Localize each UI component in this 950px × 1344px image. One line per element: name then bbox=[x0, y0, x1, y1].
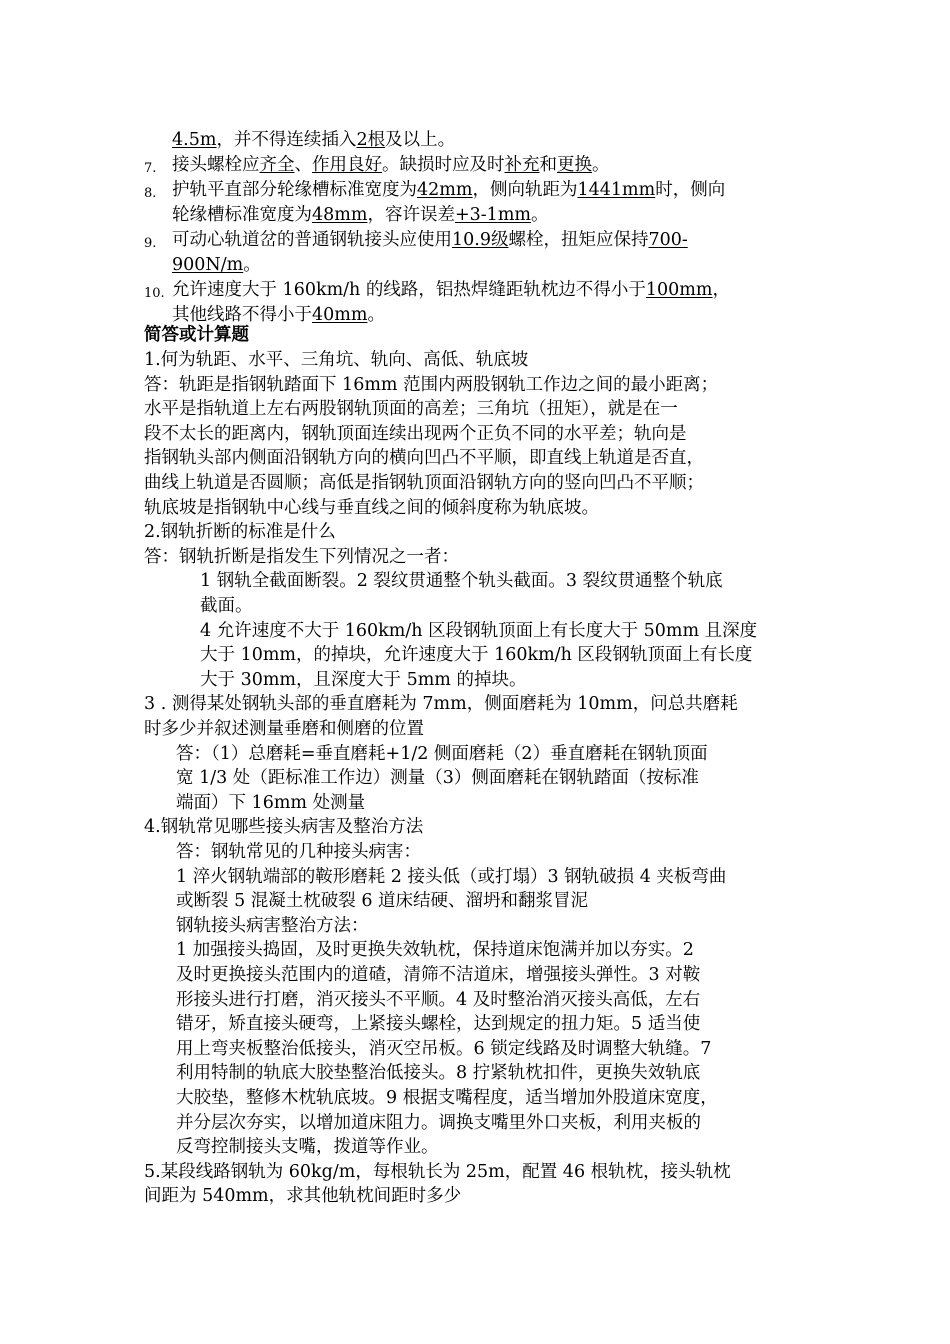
fill-line bbox=[172, 178, 725, 203]
text-segment: 。 bbox=[531, 205, 549, 225]
answer-blank: 2根 bbox=[356, 130, 386, 150]
text-segment: 可动心轨道岔的普通钢轨接头应使用 bbox=[172, 230, 452, 250]
text-line: 答：轨距是指钢轨踏面下 16mm 范围内两股钢轨工作边之间的最小距离； bbox=[144, 374, 719, 395]
text-segment: 。 bbox=[367, 305, 385, 325]
text-line: 1.何为轨距、水平、三角坑、轨向、高低、轨底坡 bbox=[144, 350, 529, 370]
text-line: 截面。 bbox=[200, 596, 253, 616]
fill-line bbox=[172, 253, 261, 278]
text-line: 形接头进行打磨，消灭接头不平顺。4 及时整治消灭接头高低，左右 bbox=[176, 989, 701, 1010]
text-line: 利用特制的轨底大胶垫整治低接头。8 拧紧轨枕扣件，更换失效轨底 bbox=[176, 1063, 701, 1084]
answer-blank: 更换 bbox=[557, 155, 592, 175]
text-line: 1 钢轨全截面断裂。2 裂纹贯通整个轨头截面。3 裂纹贯通整个轨底 bbox=[200, 571, 723, 592]
text-line: 大于 10mm，的掉块，允许速度大于 160km/h 区段钢轨顶面上有长度 bbox=[200, 645, 753, 666]
text-line: 端面）下 16mm 处测量 bbox=[176, 792, 366, 813]
text-line: 1 淬火钢轨端部的鞍形磨耗 2 接头低（或打塌）3 钢轨破损 4 夹板弯曲 bbox=[176, 866, 727, 887]
text-segment: 。 bbox=[243, 255, 261, 275]
text-line: 或断裂 5 混凝土枕破裂 6 道床结硬、溜坍和翻浆冒泥 bbox=[176, 891, 589, 912]
text-segment: 接头螺栓应 bbox=[172, 155, 260, 175]
text-line: 曲线上轨道是否圆顺；高低是指钢轨顶面沿钢轨方向的竖向凹凸不平顺； bbox=[144, 473, 704, 493]
text-segment: 允许速度大于 160km/h 的线路，铝热焊缝距轨枕边不得小于 bbox=[172, 280, 646, 300]
answer-blank: 4.5m bbox=[172, 130, 217, 150]
text-segment: 时，侧向 bbox=[655, 180, 726, 200]
text-segment: 护轨平直部分轮缘槽标准宽度为 bbox=[172, 180, 417, 200]
text-line: 并分层次夯实，以增加道床阻力。调换支嘴里外口夹板，利用夹板的 bbox=[176, 1112, 701, 1133]
answer-blank: 10.9级 bbox=[452, 230, 509, 250]
answer-blank: 48mm bbox=[312, 205, 368, 225]
text-segment: ，并不得连续插入 bbox=[216, 130, 357, 150]
text-line: 大胶垫，整修木枕轨底坡。9 根据支嘴程度，适当增加外股道床宽度， bbox=[176, 1088, 718, 1108]
text-line: 用上弯夹板整治低接头，消灭空吊板。6 锁定线路及时调整大轨缝。7 bbox=[176, 1038, 712, 1059]
text-line: 宽 1/3 处（距标准工作边）测量（3）侧面磨耗在钢轨踏面（按标准 bbox=[176, 768, 699, 789]
text-segment: 。缺损时应及时 bbox=[382, 155, 505, 175]
text-line: 答：钢轨常见的几种接头病害： bbox=[176, 842, 421, 862]
text-line: 3 . 测得某处钢轨头部的垂直磨耗为 7mm，侧面磨耗为 10mm，问总共磨耗 bbox=[144, 694, 738, 715]
answer-blank: 1441mm bbox=[577, 180, 656, 200]
text-line: 轨底坡是指钢轨中心线与垂直线之间的倾斜度称为轨底坡。 bbox=[144, 497, 599, 518]
answer-blank: 42mm bbox=[417, 180, 473, 200]
text-line: 段不太长的距离内，钢轨顶面连续出现两个正负不同的水平差；轨向是 bbox=[144, 423, 687, 444]
text-line: 4 允许速度不大于 160km/h 区段钢轨顶面上有长度大于 50mm 且深度 bbox=[200, 620, 758, 641]
text-segment: 其他线路不得小于 bbox=[172, 305, 312, 325]
answer-blank: +3-1mm bbox=[454, 205, 532, 225]
item-number: 8. bbox=[144, 186, 157, 201]
fill-line bbox=[172, 278, 730, 303]
text-segment: 和 bbox=[539, 155, 557, 175]
text-segment: 轮缘槽标准宽度为 bbox=[172, 205, 312, 225]
answer-blank: 齐全 bbox=[259, 155, 295, 175]
text-line: 1 加强接头捣固，及时更换失效轨枕，保持道床饱满并加以夯实。2 bbox=[176, 940, 694, 961]
fill-line bbox=[172, 153, 610, 178]
text-segment: 。 bbox=[592, 155, 610, 175]
item-number: 10. bbox=[144, 286, 165, 301]
text-line: 答：（1）总磨耗=垂直磨耗+1/2 侧面磨耗（2）垂直磨耗在钢轨顶面 bbox=[176, 743, 708, 764]
text-line: 间距为 540mm，求其他轨枕间距时多少 bbox=[144, 1186, 462, 1207]
fill-line bbox=[172, 203, 549, 228]
text-line: 指钢轨头部内侧面沿钢轨方向的横向凹凸不平顺，即直线上轨道是否直， bbox=[144, 448, 704, 469]
text-line: 答：钢轨折断是指发生下列情况之一者： bbox=[144, 546, 459, 567]
text-segment: ，侧向轨距为 bbox=[472, 180, 578, 200]
text-line: 及时更换接头范围内的道碴，清筛不洁道床，增强接头弹性。3 对鞍 bbox=[176, 965, 701, 985]
text-line: 反弯控制接头支嘴，拨道等作业。 bbox=[176, 1137, 439, 1158]
text-line: 水平是指轨道上左右两股钢轨顶面的高差；三角坑（扭矩），就是在一 bbox=[144, 399, 678, 420]
text-segment: 螺栓，扭矩应保持 bbox=[508, 230, 649, 250]
text-line: 大于 30mm，且深度大于 5mm 的掉块。 bbox=[200, 669, 527, 690]
text-segment: ， bbox=[712, 280, 730, 300]
section-title: 简答或计算题 bbox=[144, 325, 249, 345]
text-segment: 、 bbox=[294, 155, 312, 175]
text-line: 4.钢轨常见哪些接头病害及整治方法 bbox=[144, 817, 424, 838]
text-line: 2.钢轨折断的标准是什么 bbox=[144, 522, 336, 543]
answer-blank: 700- bbox=[648, 230, 688, 250]
answer-blank: 补充 bbox=[504, 155, 540, 175]
item-number: 7. bbox=[144, 161, 157, 176]
fill-line bbox=[172, 228, 688, 253]
answer-blank: 40mm bbox=[312, 305, 368, 325]
text-segment: ，容许误差 bbox=[367, 205, 455, 225]
text-line: 时多少并叙述测量垂磨和侧磨的位置 bbox=[144, 719, 424, 739]
answer-blank: 作用良好 bbox=[312, 155, 382, 175]
text-line: 错牙，矫直接头硬弯，上紧接头螺栓，达到规定的扭力矩。5 适当使 bbox=[176, 1014, 701, 1035]
item-number: 9. bbox=[144, 236, 157, 251]
text-line: 钢轨接头病害整治方法： bbox=[176, 915, 369, 936]
text-line: 5.某段线路钢轨为 60kg/m，每根轨长为 25m，配置 46 根轨枕，接头轨枕 bbox=[144, 1161, 731, 1182]
fill-line bbox=[172, 128, 455, 153]
text-segment: 及以上。 bbox=[385, 130, 456, 150]
answer-blank: 100mm bbox=[645, 280, 713, 300]
answer-blank: 900N/m bbox=[172, 255, 244, 275]
